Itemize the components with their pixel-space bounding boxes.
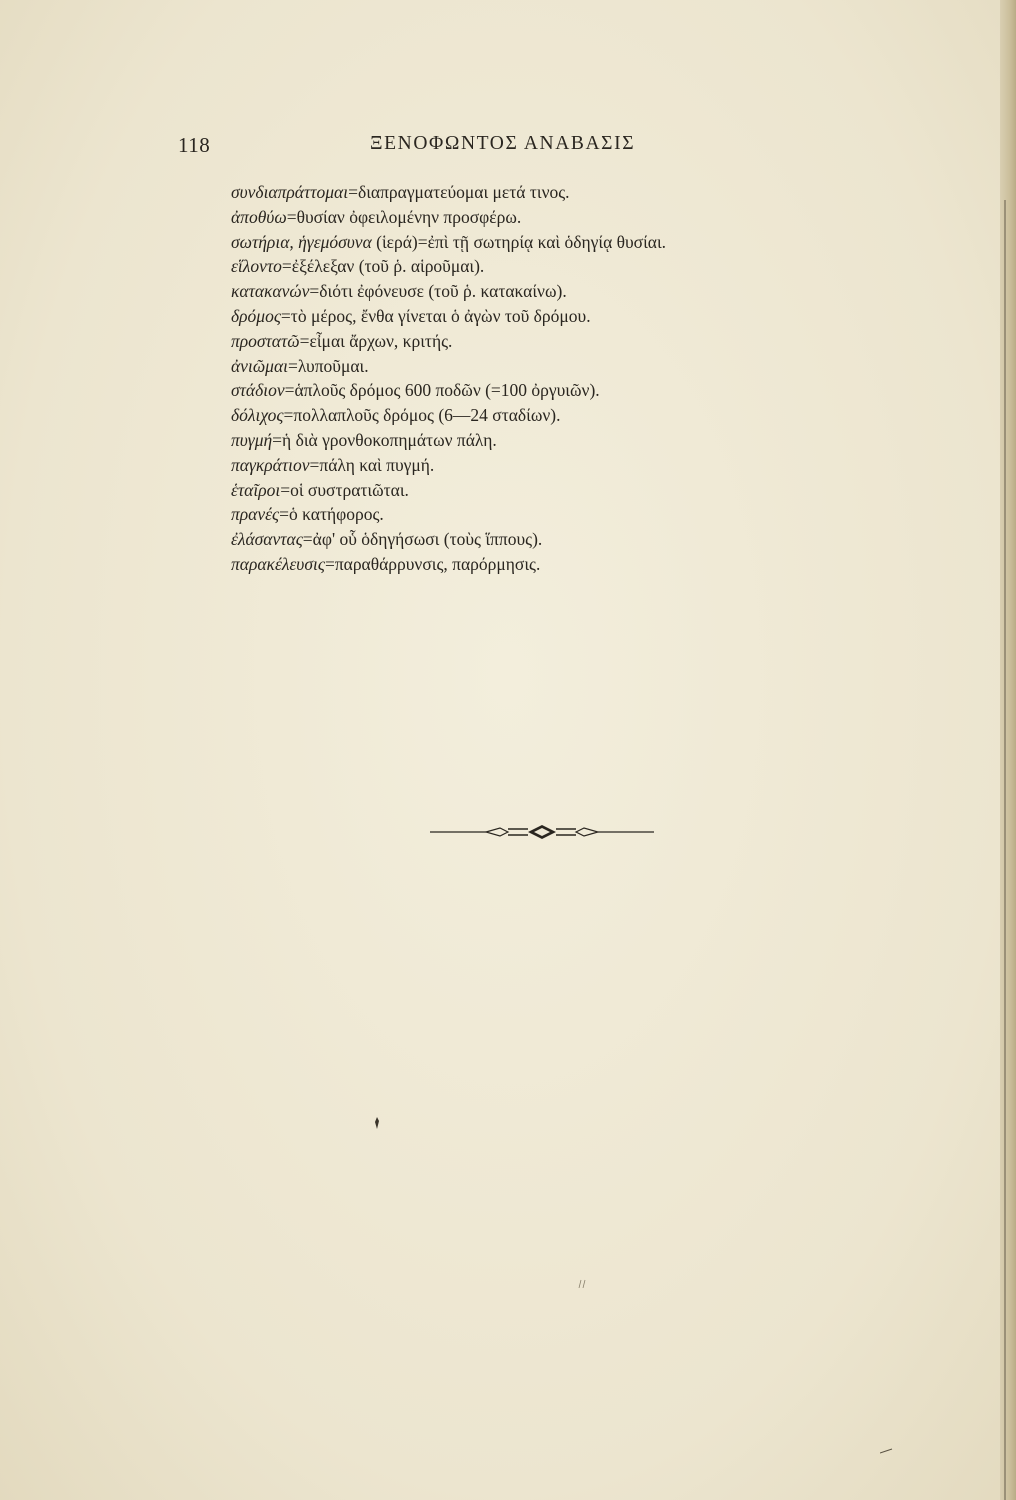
glossary-definition: ἐξέλεξαν (τοῦ ῥ. αἱροῦμαι). bbox=[291, 256, 485, 277]
glossary-definition: λυποῦμαι. bbox=[297, 355, 369, 376]
ink-dash-icon bbox=[880, 1448, 894, 1454]
glossary-term: ἑταῖροι bbox=[231, 479, 281, 500]
equals-sign: = bbox=[279, 504, 289, 525]
glossary-definition: πάλη καὶ πυγμή. bbox=[319, 454, 435, 475]
glossary-definition: πολλαπλοῦς δρόμος (6—24 σταδίων). bbox=[293, 405, 561, 426]
glossary-term: δόλιχος bbox=[231, 405, 284, 426]
glossary-definition: ἀφ' οὗ ὁδηγήσωσι (τοὺς ἵππους). bbox=[312, 529, 543, 550]
glossary-term: συνδιαπράττομαι bbox=[231, 182, 349, 202]
glossary-entry bbox=[231, 254, 901, 279]
glossary-term: ἀνιῶμαι bbox=[231, 355, 289, 376]
page-edge-shadow bbox=[1000, 0, 1016, 1500]
equals-sign: = bbox=[348, 182, 358, 202]
page-number: 118 bbox=[178, 133, 211, 157]
glossary-definition: ὁ κατήφορος. bbox=[289, 504, 384, 525]
running-title: ΞΕΝΟΦΩΝΤΟΣ ΑΝΑΒΑΣΙΣ bbox=[370, 133, 636, 154]
glossary-term: εἵλοντο bbox=[231, 256, 282, 277]
glossary-term: δρόμος bbox=[231, 305, 281, 326]
equals-sign: = bbox=[302, 529, 313, 550]
glossary-term: σωτήρια, ἡγεμόσυνα bbox=[231, 231, 372, 252]
glossary-term: παρακέλευσις bbox=[231, 553, 325, 574]
glossary-definition: εἶμαι ἄρχων, κριτής. bbox=[309, 330, 453, 351]
glossary-definition: ἡ διὰ γρονθοκοπημάτων πάλη. bbox=[282, 429, 497, 450]
glossary-definition: διότι ἐφόνευσε (τοῦ ῥ. κατακαίνω). bbox=[319, 281, 567, 302]
equals-sign: = bbox=[288, 355, 298, 376]
glossary-term: πρανές bbox=[231, 504, 280, 525]
glossary-term: στάδιον bbox=[231, 380, 285, 401]
equals-sign: = bbox=[272, 429, 283, 450]
glossary-entry bbox=[231, 378, 901, 403]
ink-speck-icon bbox=[374, 1117, 380, 1129]
section-end-ornament bbox=[430, 823, 654, 841]
page-header bbox=[178, 133, 708, 159]
glossary-definition: τὸ μέρος, ἔνθα γίνεται ὁ ἀγὼν τοῦ δρόμου. bbox=[290, 305, 591, 326]
glossary-entry bbox=[231, 403, 901, 428]
glossary-definition: (ἱερά)=ἐπὶ τῇ σωτηρίᾳ καὶ ὁδηγίᾳ θυσίαι. bbox=[371, 231, 667, 252]
glossary-definition: θυσίαν ὀφειλομένην προσφέρω. bbox=[296, 206, 522, 227]
ornament-flourish-icon bbox=[430, 823, 654, 841]
glossary-entry bbox=[231, 205, 901, 230]
glossary-entry bbox=[231, 230, 901, 255]
glossary-term: ἐλάσαντας bbox=[231, 529, 303, 550]
glossary-definition: ἁπλοῦς δρόμος 600 ποδῶν (=100 ὀργυιῶν). bbox=[294, 380, 600, 401]
ink-tick-icon bbox=[578, 1278, 586, 1288]
equals-sign: = bbox=[281, 256, 292, 277]
binding-rule bbox=[1004, 200, 1006, 1500]
glossary-entry bbox=[231, 453, 901, 478]
glossary-entry bbox=[231, 552, 901, 577]
glossary-definition: παραθάρρυνσις, παρόρμησις. bbox=[334, 553, 541, 574]
glossary-term: προστατῶ bbox=[231, 330, 300, 351]
equals-sign: = bbox=[284, 380, 295, 401]
equals-sign: = bbox=[280, 305, 291, 326]
glossary-term: ἀποθύω bbox=[231, 206, 287, 227]
glossary-definition: διαπραγματεύομαι μετά τινος. bbox=[357, 182, 570, 202]
equals-sign: = bbox=[309, 281, 320, 302]
glossary-entry bbox=[231, 527, 901, 552]
glossary-entry bbox=[231, 478, 901, 503]
equals-sign: = bbox=[286, 206, 297, 227]
glossary-entry bbox=[231, 329, 901, 354]
equals-sign: = bbox=[280, 479, 291, 500]
glossary-term: πυγμή bbox=[231, 429, 273, 450]
glossary-entry bbox=[231, 180, 901, 205]
equals-sign: = bbox=[299, 330, 310, 351]
glossary-list bbox=[231, 180, 901, 577]
equals-sign: = bbox=[309, 454, 320, 475]
glossary-entry bbox=[231, 354, 901, 379]
equals-sign: = bbox=[324, 553, 335, 574]
glossary-entry bbox=[231, 304, 901, 329]
glossary-entry bbox=[231, 428, 901, 453]
glossary-term: κατακανών bbox=[231, 281, 310, 302]
glossary-definition: οἱ συστρατιῶται. bbox=[290, 479, 409, 500]
glossary-entry bbox=[231, 502, 901, 527]
glossary-entry bbox=[231, 279, 901, 304]
glossary-term: παγκράτιον bbox=[231, 454, 310, 475]
equals-sign: = bbox=[283, 405, 294, 426]
